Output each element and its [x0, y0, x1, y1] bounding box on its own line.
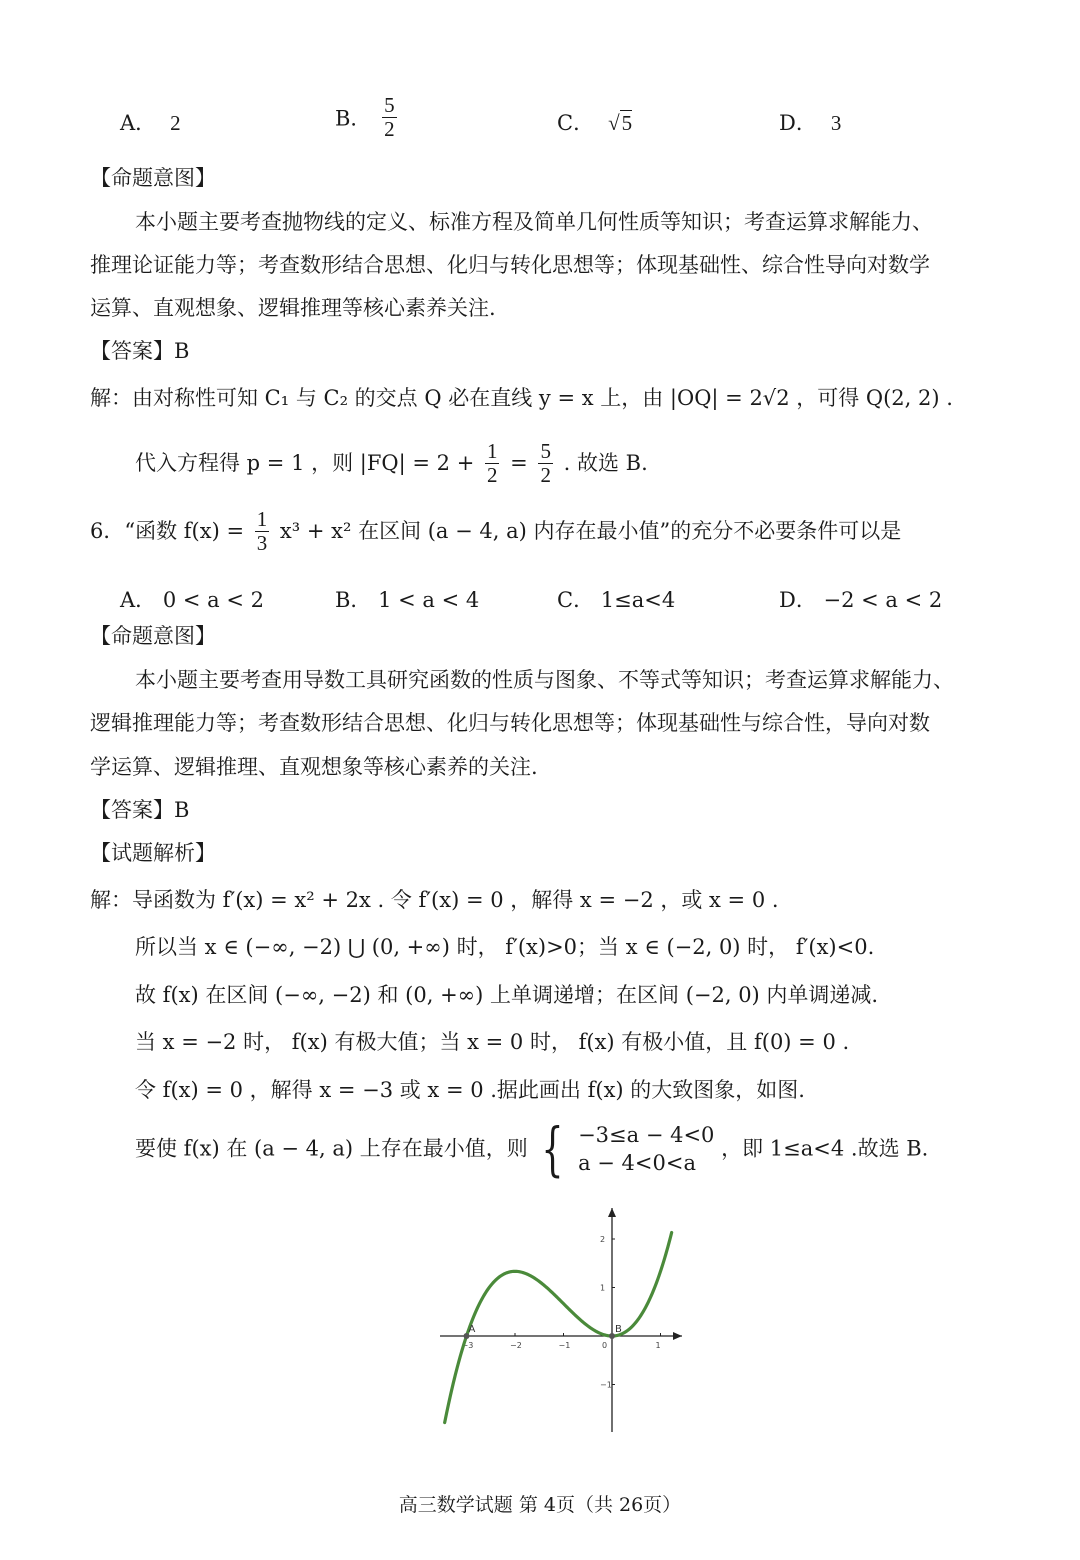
- x-tick-label: −3: [461, 1341, 474, 1350]
- q6-option-d: D． −2 < a < 2: [779, 588, 943, 612]
- point-a-label: A: [468, 1324, 476, 1335]
- fraction: $\frac{1}{3}$: [256, 507, 268, 556]
- q6-solution-step-2: 所以当 x ∈ (−∞, −2) ⋃ (0, +∞) 时， f′(x)>0；当 x ∈ (−2, 0) 时， f′(x)<0.: [135, 935, 875, 959]
- q6-intent-line-1: 本小题主要考查用导数工具研究函数的性质与图象、不等式等知识；考查运算求解能力、: [135, 668, 954, 692]
- q6-option-a: A． 0 < a < 2: [120, 588, 264, 612]
- cubic-curve: [445, 1233, 672, 1423]
- q6-solution-step-6: 要使 f(x) 在 (a − 4, a) 上存在最小值，则 { −3≤a − 4<0 a − 4<0<a ，即 1≤a<4 .故选 B.: [135, 1115, 929, 1183]
- fraction: $\frac{1}{2}$: [486, 439, 498, 488]
- q6-intent-line-3: 学运算、逻辑推理、直观想象等核心素养的关注.: [90, 755, 538, 779]
- q6-solution-step-4: 当 x = −2 时， f(x) 有极大值；当 x = 0 时， f(x) 有极小值，且 f(0) = 0 .: [135, 1030, 850, 1054]
- q5-option-c: C． √5: [557, 111, 633, 135]
- page-footer: 高三数学试题 第 4页（共 26页）: [398, 1494, 682, 1516]
- q5-option-b-fraction: $\frac{5}{2}$: [384, 93, 395, 142]
- y-tick-label: 1: [600, 1283, 606, 1293]
- q6-option-b: B． 1 < a < 4: [335, 588, 480, 612]
- x-tick-label: −1: [558, 1341, 571, 1350]
- q6-answer: 【答案】B: [90, 798, 190, 822]
- point-b-label: B: [615, 1324, 622, 1335]
- q5-intent-heading: 【命题意图】: [90, 166, 216, 190]
- left-brace: {: [541, 1115, 565, 1183]
- q6-analysis-heading: 【试题解析】: [90, 841, 216, 865]
- q6-intent-line-2: 逻辑推理能力等；考查数形结合思想、化归与转化思想等；体现基础性与综合性，导向对数: [90, 711, 930, 735]
- q5-intent-line-1: 本小题主要考查抛物线的定义、标准方程及简单几何性质等知识；考查运算求解能力、: [135, 210, 933, 234]
- inequality-system: −3≤a − 4<0 a − 4<0<a: [578, 1122, 715, 1175]
- y-tick-label: −1: [600, 1380, 612, 1390]
- q5-option-b: B． $\frac{5}{2}$: [335, 93, 395, 142]
- q5-answer: 【答案】B: [90, 339, 190, 363]
- q5-solution-line-1: 解：由对称性可知 C₁ 与 C₂ 的交点 Q 必在直线 y = x 上，由 |OQ| = 2√2 ，可得 Q(2, 2) .: [90, 386, 953, 410]
- q6-intent-heading: 【命题意图】: [90, 624, 216, 648]
- x-tick-label: −2: [510, 1341, 522, 1350]
- y-tick-label: 2: [600, 1235, 606, 1244]
- q5-option-d: D． 3: [779, 111, 842, 135]
- q5-solution-line-2: 代入方程得 p = 1 ，则 |FQ| = 2 + $\frac{1}{2}$ = $\frac{5}{2}$ . 故选 B.: [135, 439, 648, 488]
- q6-solution-step-1: 解：导函数为 f′(x) = x² + 2x . 令 f′(x) = 0 ，解得 x = −2 ，或 x = 0 .: [90, 888, 779, 912]
- x-axis-arrow: [673, 1332, 682, 1340]
- fraction: $\frac{5}{2}$: [540, 439, 551, 488]
- q5-intent-line-2: 推理论证能力等；考查数形结合思想、化归与转化思想等；体现基础性、综合性导向对数学: [90, 253, 930, 277]
- q6-option-c: C． 1≤a<4: [557, 588, 676, 612]
- q5-intent-line-3: 运算、直观想象、逻辑推理等核心素养关注.: [90, 296, 496, 320]
- q5-option-a: A． 2: [120, 111, 181, 135]
- x-tick-label: 0: [602, 1341, 608, 1350]
- tick-labels: [462, 1235, 661, 1390]
- q6-solution-step-3: 故 f(x) 在区间 (−∞, −2) 和 (0, +∞) 上单调递增；在区间 (−2, 0) 内单调递减.: [135, 983, 879, 1007]
- q6-stem: 6．“函数 f(x) = $\frac{1}{3}$ x³ + x² 在区间 (a − 4, a) 内存在最小值”的充分不必要条件可以是: [90, 507, 902, 556]
- x-tick-label: 1: [655, 1341, 661, 1350]
- function-graph: [430, 1200, 690, 1440]
- y-axis-arrow: [608, 1208, 616, 1217]
- q6-solution-step-5: 令 f(x) = 0 ，解得 x = −3 或 x = 0 .据此画出 f(x) 的大致图象，如图.: [135, 1078, 805, 1102]
- axes: [440, 1208, 682, 1432]
